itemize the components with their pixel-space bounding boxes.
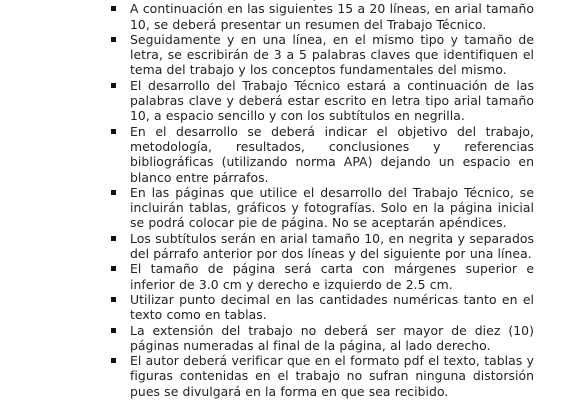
bullet-square-icon (111, 297, 116, 302)
bullet-square-icon (111, 129, 116, 134)
list-item (108, 78, 534, 124)
bullet-square-icon (111, 190, 116, 195)
bullet-square-icon (111, 37, 116, 42)
list-item (108, 32, 534, 78)
list-item-text: La extensión del trabajo no deberá ser mayor de diez (10) páginas numeradas al final de la página, al lado derecho. (130, 322, 534, 353)
list-item-text: Los subtítulos serán en arial tamaño 10, en negrita y separados del párrafo anterior por dos líneas y del siguiente por una línea. (130, 230, 534, 262)
list-item (108, 185, 534, 231)
bullet-square-icon (111, 236, 116, 241)
list-item-text: El desarrollo del Trabajo Técnico estará a continuación de las palabras clave y deberá estar escrito en letra tipo arial tamaño 10, a espacio sencillo y con los subtítulos en negrilla. (130, 77, 534, 124)
list-item-text: El tamaño de página será carta con márgenes superior e inferior de 3.0 cm y derecho e izquierdo de 2.5 cm. (130, 261, 534, 292)
bullet-square-icon (111, 6, 116, 11)
list-item-text: A continuación en las siguientes 15 a 20 líneas, en arial tamaño 10, se deberá presentar un resumen del Trabajo Técnico. (130, 1, 534, 32)
bullet-square-icon (111, 358, 116, 363)
list-item (108, 124, 534, 185)
list-item (108, 323, 534, 354)
requirements-list (108, 0, 534, 399)
bullet-square-icon (111, 328, 116, 333)
list-item-text: Utilizar punto decimal en las cantidades numéricas tanto en el texto como en tablas. (130, 291, 534, 323)
list-item (108, 1, 534, 32)
list-item-text: Seguidamente y en una línea, en el mismo tipo y tamaño de letra, se escribirán de 3 a 5 palabras claves que identifiquen el tema del trabajo y los conceptos fundamentales del mismo. (130, 31, 534, 78)
list-item (108, 261, 534, 292)
bullet-square-icon (111, 83, 116, 88)
list-item-text: El autor deberá verificar que en el formato pdf el texto, tablas y figuras contenidas en el trabajo no sufran ninguna distorsión pues se divulgará en la forma en que sea recibido. (130, 353, 534, 399)
list-item (108, 292, 534, 323)
bullet-square-icon (111, 266, 116, 271)
list-item (108, 231, 534, 262)
list-item (108, 353, 534, 399)
list-item-text: En el desarrollo se deberá indicar el objetivo del trabajo, metodología, resultados, conclusiones y referencias bibliográficas (utilizando norma APA) dejando un espacio en blanco entre párrafos. (130, 123, 534, 185)
list-item-text: En las páginas que utilice el desarrollo del Trabajo Técnico, se incluirán tablas, gráficos y fotografías. Solo en la página inicial se podrá colocar pie de página. No se aceptarán apéndices. (130, 184, 534, 231)
